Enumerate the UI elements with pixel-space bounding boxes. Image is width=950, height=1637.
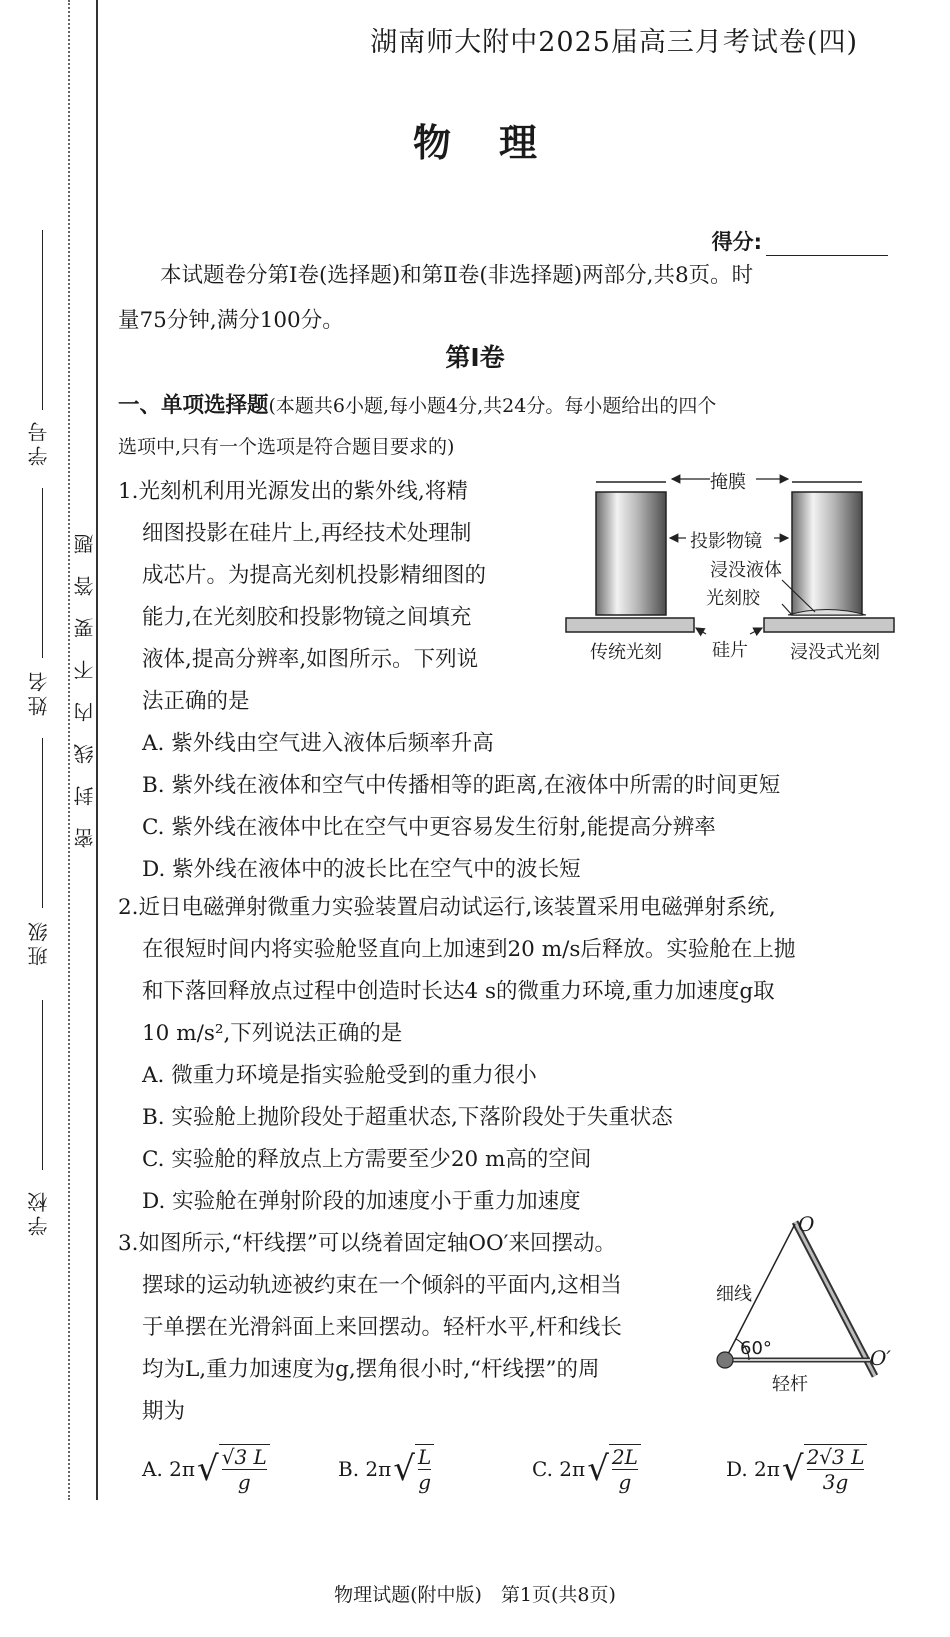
- q2-option-d: D. 实验舱在弹射阶段的加速度小于重力加速度: [142, 1189, 581, 1214]
- fig-label-resist: 光刻胶: [706, 588, 760, 609]
- lens-right: [792, 492, 862, 615]
- label-o-prime: O′: [870, 1346, 891, 1370]
- q3-option-c: C. 2π√ $\frac{2L}{g}$: [532, 1444, 641, 1494]
- q1-line: 能力,在光刻胶和投影物镜之间填充: [142, 605, 472, 630]
- q3-line: 3.如图所示,“杆线摆”可以绕着固定轴OO′来回摆动。: [118, 1231, 616, 1256]
- subject-title: 物理: [412, 121, 585, 165]
- student-id-field: [24, 418, 64, 466]
- q1-line: 法正确的是: [142, 689, 250, 714]
- option-numerator: 2L: [611, 1445, 638, 1469]
- fig-label-lens: 投影物镜: [690, 531, 762, 552]
- q3-line: 均为L,重力加速度为g,摆角很小时,“杆线摆”的周: [142, 1357, 600, 1382]
- pendulum-ball: [717, 1352, 733, 1368]
- intro-line-2: 量75分钟,满分100分。: [118, 308, 344, 333]
- q1-line: 细图投影在硅片上,再经技术处理制: [142, 521, 472, 546]
- option-letter: B. 2π: [338, 1457, 392, 1481]
- q1-option-b: B. 紫外线在液体和空气中传播相等的距离,在液体中所需的时间更短: [142, 773, 781, 798]
- name-field: [24, 668, 64, 716]
- class-field: [24, 918, 64, 966]
- name-label: 姓名: [27, 668, 51, 716]
- q2-line: 在很短时间内将实验舱竖直向上加速到20 m/s后释放。实验舱在上抛: [142, 937, 796, 962]
- exam-header: 湖南师大附中2025届高三月考试卷(四): [370, 27, 858, 58]
- q3-option-d: D. 2π√ $\frac{2√3 L}{3g}$: [726, 1444, 867, 1494]
- student-id-line: [42, 230, 43, 410]
- q2-option-c: C. 实验舱的释放点上方需要至少20 m高的空间: [142, 1147, 592, 1172]
- q3-line: 期为: [142, 1399, 186, 1424]
- section-title: 一、单项选择题: [118, 393, 269, 418]
- student-id-label: 学号: [27, 418, 51, 466]
- q3-line: 于单摆在光滑斜面上来回摆动。轻杆水平,杆和线长: [142, 1315, 622, 1340]
- section-desc-1: (本题共6小题,每小题4分,共24分。每小题给出的四个: [268, 395, 717, 417]
- option-letter: D. 2π: [726, 1457, 780, 1481]
- q2-line: 2.近日电磁弹射微重力实验装置启动试运行,该装置采用电磁弹射系统,: [118, 895, 776, 920]
- q3-line: 摆球的运动轨迹被约束在一个倾斜的平面内,这相当: [142, 1273, 622, 1298]
- score-field: [712, 226, 888, 256]
- label-rod: 轻杆: [772, 1374, 808, 1395]
- fig-caption-immersion: 浸没式光刻: [790, 642, 880, 663]
- wafer-right: [764, 618, 894, 632]
- intro-line-1: 本试题卷分第Ⅰ卷(选择题)和第Ⅱ卷(非选择题)两部分,共8页。时: [160, 263, 754, 288]
- q2-option-b: B. 实验舱上抛阶段处于超重状态,下落阶段处于失重状态: [142, 1105, 673, 1130]
- q1-option-a: A. 紫外线由空气进入液体后频率升高: [142, 731, 494, 756]
- fig-label-liquid: 浸没液体: [710, 560, 782, 581]
- name-line: [42, 488, 43, 658]
- class-label: 班级: [27, 918, 51, 966]
- q1-line: 成芯片。为提高光刻机投影精细图的: [142, 563, 487, 588]
- score-blank: [766, 235, 888, 256]
- option-letter: A. 2π: [142, 1457, 196, 1481]
- q3-option-b: B. 2π√ $\frac{L}{g}$: [338, 1444, 434, 1494]
- school-line: [42, 1000, 43, 1170]
- school-field: [24, 1188, 64, 1236]
- q2-line: 和下落回释放点过程中创造时长达4 s的微重力环境,重力加速度g取: [142, 979, 775, 1004]
- q3-option-a: A. 2π√ $\frac{√3 L}{g}$: [142, 1444, 270, 1494]
- fig-label-mask: 掩膜: [710, 472, 746, 493]
- section-desc-2: 选项中,只有一个选项是符合题目要求的): [118, 436, 455, 458]
- q1-option-d: D. 紫外线在液体中的波长比在空气中的波长短: [142, 857, 581, 882]
- option-denominator: g: [237, 1470, 251, 1494]
- score-label: 得分:: [711, 230, 762, 254]
- option-denominator: g: [418, 1470, 431, 1494]
- option-letter: C. 2π: [532, 1457, 586, 1481]
- q1-line: 液体,提高分辨率,如图所示。下列说: [142, 647, 479, 672]
- fig-caption-traditional: 传统光刻: [590, 642, 662, 663]
- section-heading: [118, 388, 716, 419]
- label-angle: 60°: [740, 1338, 772, 1359]
- seal-notice: 密封线内不要答题: [73, 512, 97, 848]
- class-line: [42, 738, 43, 908]
- option-numerator: 2√3 L: [806, 1445, 865, 1469]
- option-denominator: 3g: [822, 1470, 849, 1494]
- fig-label-wafer: 硅片: [712, 640, 748, 661]
- option-numerator: L: [417, 1445, 432, 1469]
- school-label: 学校: [27, 1188, 51, 1236]
- volume-title: 第Ⅰ卷: [445, 343, 505, 372]
- q2-option-a: A. 微重力环境是指实验舱受到的重力很小: [142, 1063, 537, 1088]
- wafer-left: [566, 618, 694, 632]
- page-footer: 物理试题(附中版) 第1页(共8页): [334, 1584, 616, 1606]
- q1-line: 1.光刻机利用光源发出的紫外线,将精: [118, 479, 468, 504]
- lens-left: [596, 492, 666, 615]
- q1-option-c: C. 紫外线在液体中比在空气中更容易发生衍射,能提高分辨率: [142, 815, 716, 840]
- label-string: 细线: [716, 1284, 752, 1305]
- option-numerator: √3 L: [221, 1445, 267, 1469]
- q2-line: 10 m/s²,下列说法正确的是: [142, 1021, 403, 1046]
- option-denominator: g: [618, 1470, 632, 1494]
- label-o: O: [798, 1212, 815, 1236]
